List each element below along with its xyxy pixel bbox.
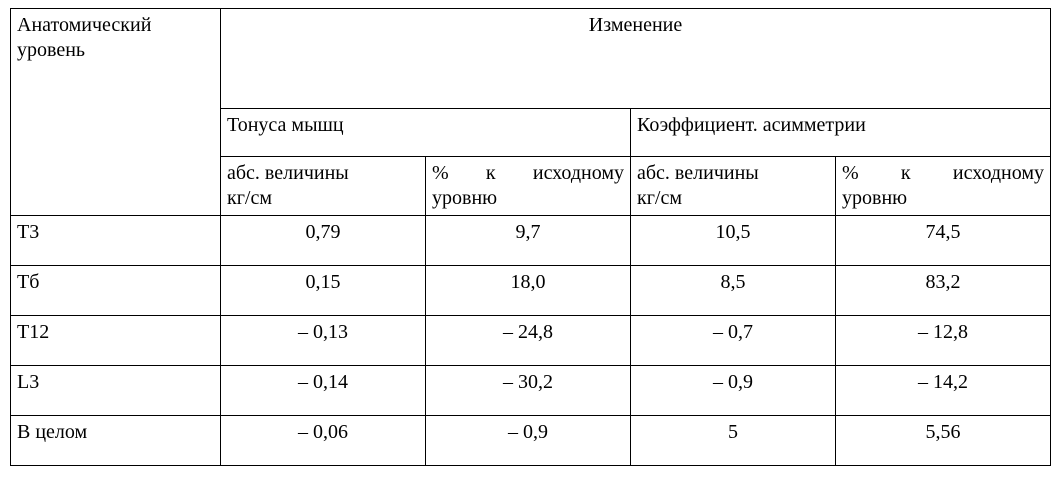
table-row	[11, 216, 1051, 266]
cell-pct-asym: 5,56	[836, 416, 1051, 466]
header-sub-abs-tone-line1: абс. величины	[227, 162, 349, 184]
header-sub-pct-tone	[426, 157, 631, 216]
cell-abs-asym: – 0,9	[631, 366, 836, 416]
cell-pct-asym: – 12,8	[836, 316, 1051, 366]
row-label: L3	[11, 366, 221, 416]
cell-abs-asym: 5	[631, 416, 836, 466]
row-label: Т12	[11, 316, 221, 366]
cell-abs-tone: – 0,06	[221, 416, 426, 466]
cell-pct-asym: 83,2	[836, 266, 1051, 316]
cell-pct-tone: 18,0	[426, 266, 631, 316]
cell-abs-tone: 0,15	[221, 266, 426, 316]
cell-abs-tone: 0,79	[221, 216, 426, 266]
table-row	[11, 416, 1051, 466]
cell-pct-asym: 74,5	[836, 216, 1051, 266]
header-sub-pct-tone-line2: уровню	[432, 187, 498, 209]
cell-abs-asym: 8,5	[631, 266, 836, 316]
row-label: Т3	[11, 216, 221, 266]
cell-pct-tone: – 0,9	[426, 416, 631, 466]
cell-pct-asym: – 14,2	[836, 366, 1051, 416]
table-row	[11, 366, 1051, 416]
header-sub-pct-asym-line1: % к исходному	[842, 162, 1045, 184]
header-sub-pct-asym-line2: уровню	[842, 187, 908, 209]
header-sub-pct-asym	[836, 157, 1051, 216]
cell-pct-tone: – 24,8	[426, 316, 631, 366]
cell-pct-tone: 9,7	[426, 216, 631, 266]
header-sub-abs-asym-line2: кг/см	[637, 187, 683, 209]
document-page	[0, 8, 1058, 478]
row-label: В целом	[11, 416, 221, 466]
cell-abs-tone: – 0,13	[221, 316, 426, 366]
header-group-asymmetry-coefficient: Коэффициент. асимметрии	[631, 109, 1051, 157]
header-group-muscle-tone: Тонуса мышц	[221, 109, 631, 157]
cell-abs-asym: 10,5	[631, 216, 836, 266]
table-row	[11, 266, 1051, 316]
header-anatomical-level: Анатомический уровень	[11, 9, 221, 216]
results-table	[10, 8, 1051, 466]
header-sub-abs-tone-line2: кг/см	[227, 187, 273, 209]
table-row	[11, 316, 1051, 366]
cell-abs-asym: – 0,7	[631, 316, 836, 366]
header-sub-abs-asym	[631, 157, 836, 216]
header-sub-abs-asym-line1: абс. величины	[637, 162, 759, 184]
row-label: Тб	[11, 266, 221, 316]
header-change: Изменение	[221, 9, 1051, 109]
table-header-row-top	[11, 9, 1051, 109]
header-sub-pct-tone-line1: % к исходному	[432, 162, 624, 184]
cell-pct-tone: – 30,2	[426, 366, 631, 416]
cell-abs-tone: – 0,14	[221, 366, 426, 416]
header-sub-abs-tone	[221, 157, 426, 216]
